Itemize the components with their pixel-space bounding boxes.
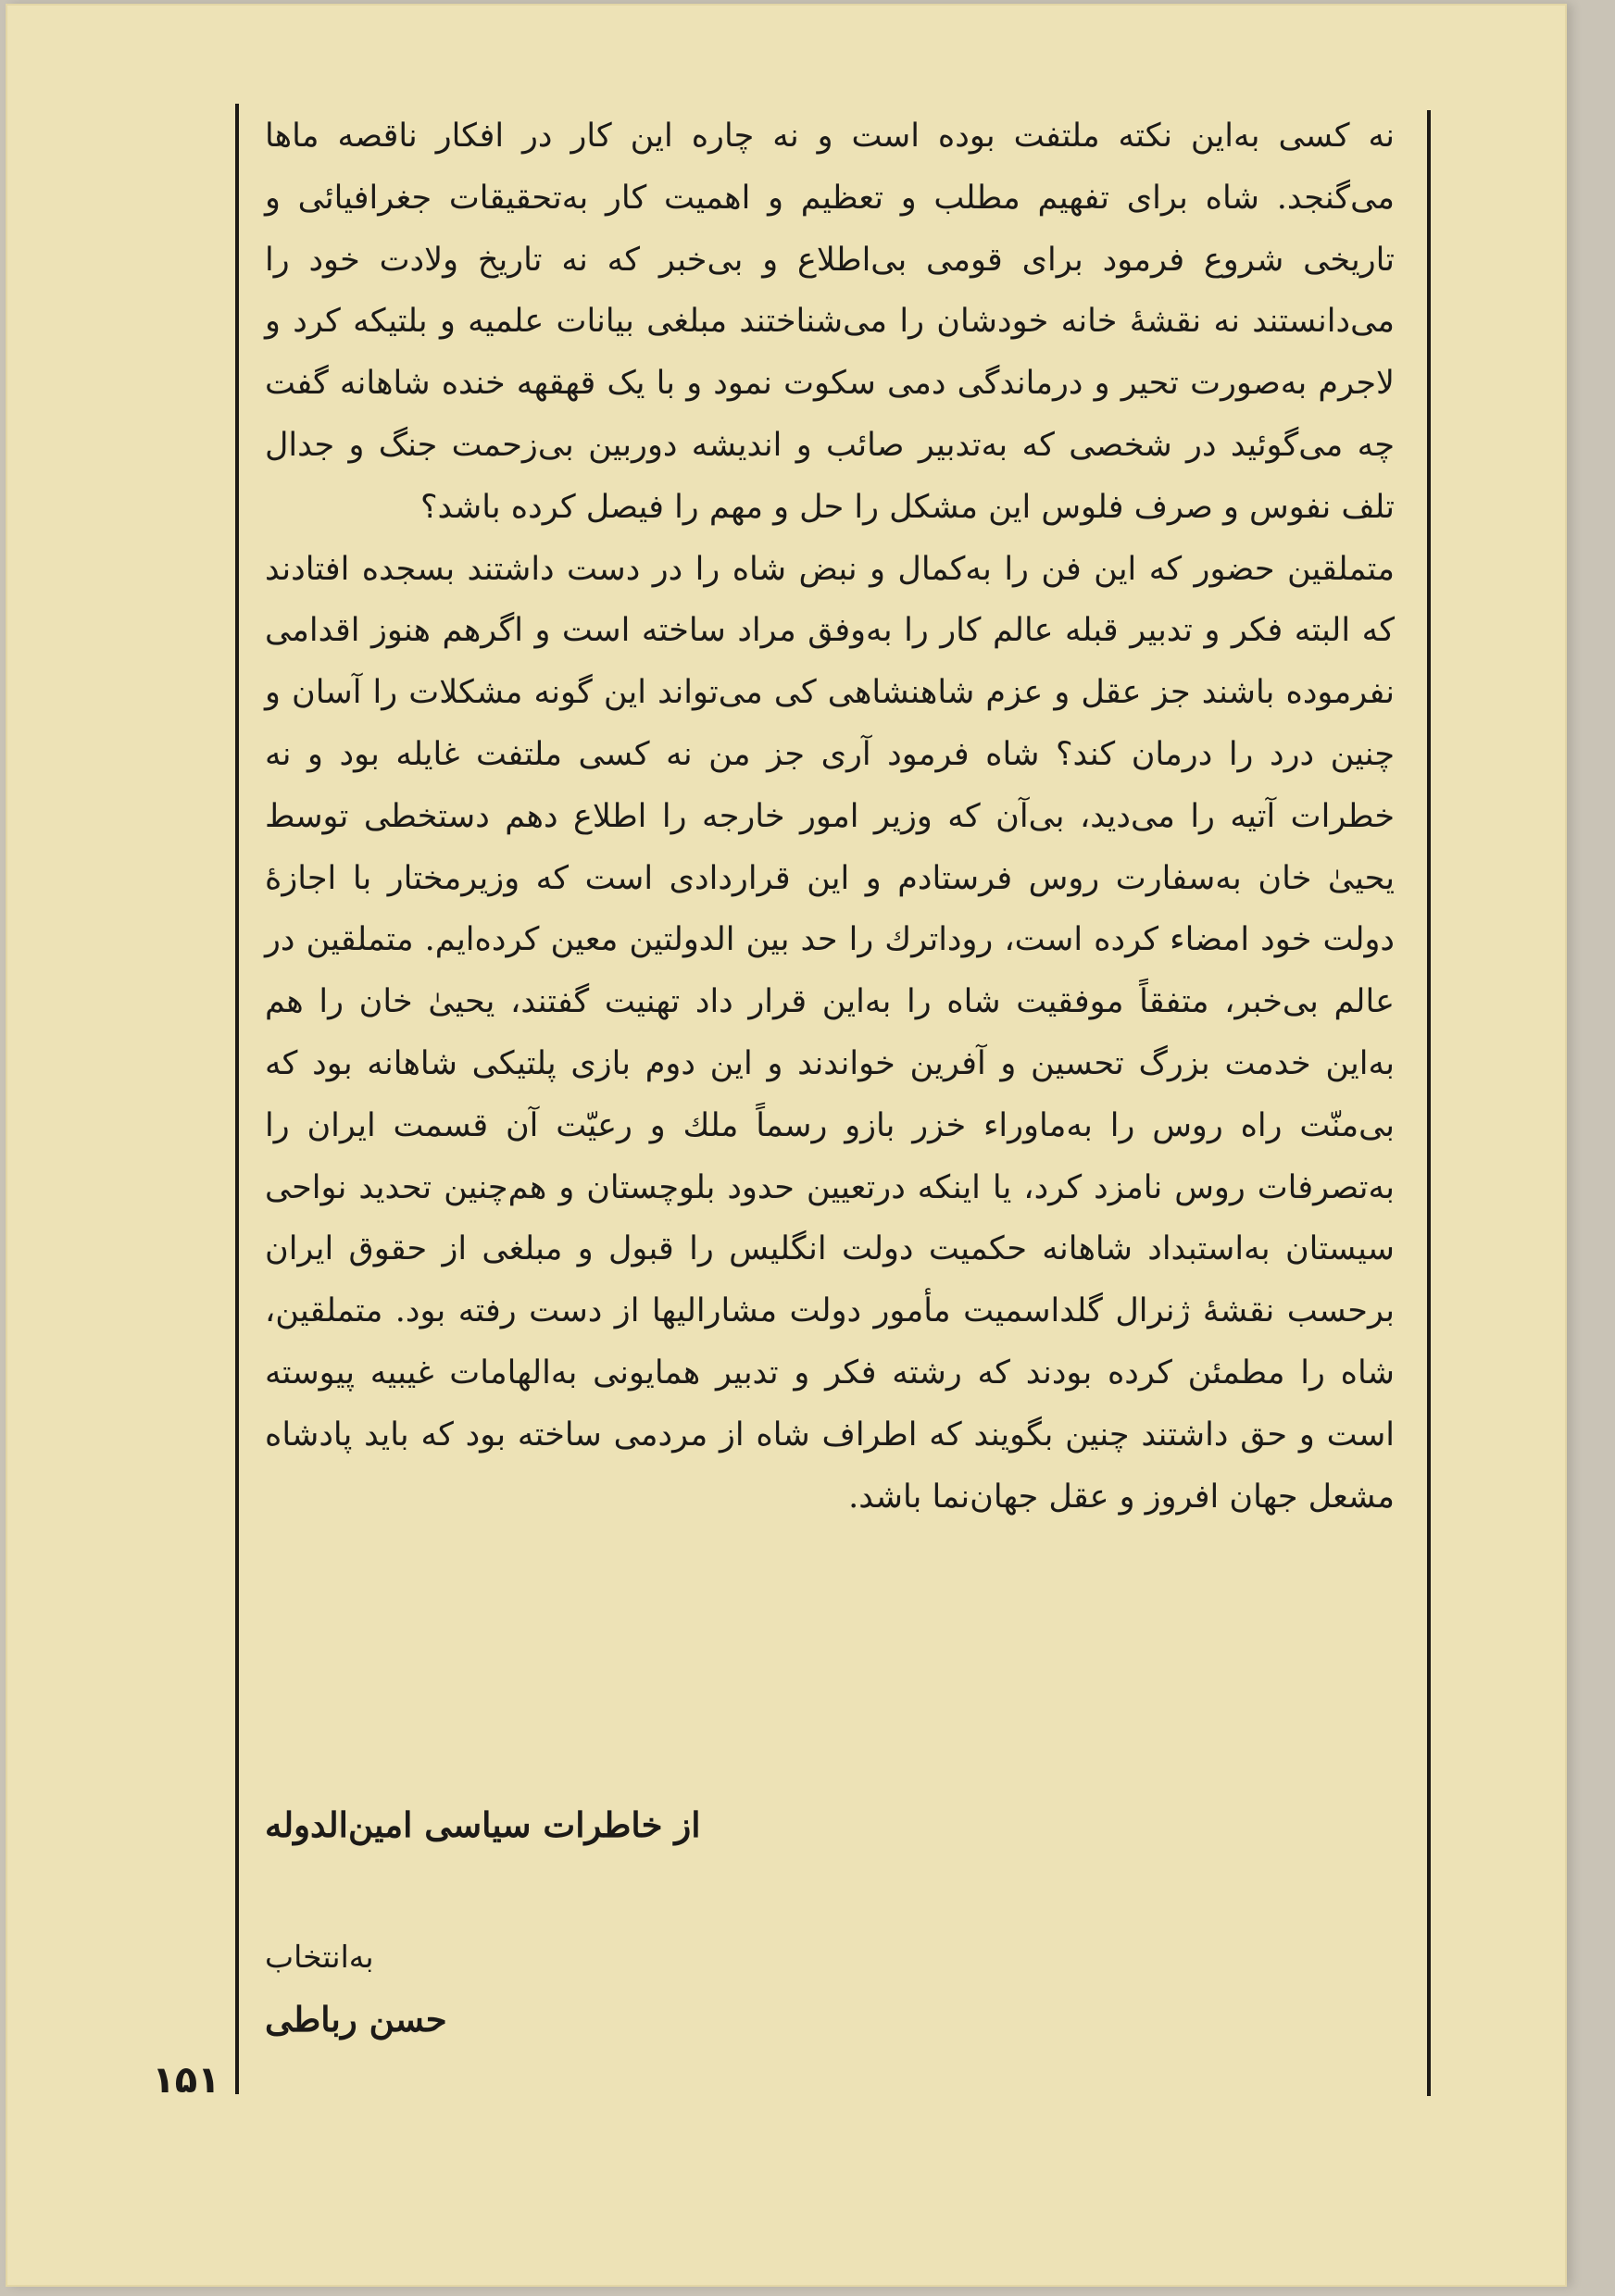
byline [265, 1939, 1395, 2040]
paragraph-2: متملقین حضور که این فن را به‌کمال و نبض شاه را در دست داشتند بسجده افتادند که البته فکر و تدبیر قبله عالم کار را به‌وفق مراد ساخته است و اگرهم هنوز اقدامی نفرموده باشند جز عقل و عزم شاهنشاهی کی می‌تواند این گونه مشکلات را آسان و چنین درد را درمان کند؟ شاه فرمود آری جز من نه کسی ملتفت غایله بود و نه خطرات آتیه را می‌دید، بی‌آن که وزیر امور خارجه را اطلاع دهم دستخطی توسط یحییٰ خان به‌سفارت روس فرستادم و این قراردادی است که وزیرمختار با اجازهٔ دولت خود امضاء کرده است، روداترك را حد بین الدولتین معین کرده‌ایم. متملقین در عالم بی‌خبر، متفقاً موفقیت شاه را به‌این قرار داد تهنیت گفتند، یحییٰ خان را هم به‌این خدمت بزرگ تحسین و آفرین خواندند و این دوم بازی پلتیکی شاهانه بود که بی‌منّت راه روس را به‌ماوراء خزر بازو رسماً ملك و رعیّت آن قسمت ایران را به‌تصرفات روس نامزد کرد، یا اینکه درتعیین حدود بلوچستان و هم‌چنین تحدید نواحی سیستان به‌استبداد شاهانه حکمیت دولت انگلیس را قبول و مبلغی از حقوق ایران برحسب نقشهٔ ژنرال گلداسمیت مأمور دولت مشارالیها از دست رفته بود. متملقین، شاه را مطمئن کرده بودند که رشته فکر و تدبیر همایونی به‌الهامات غیبیه پیوسته است و حق داشتند چنین بگویند که اطراف شاه از مردمی ساخته بود که باید پادشاه مشعل جهان افروز و عقل جهان‌نما باشد. [265, 550, 1395, 1516]
paragraph-1: نه کسی به‌این نکته ملتفت بوده است و نه چاره این کار در افکار ناقصه ماها می‌گنجد. شاه برای تفهیم مطلب و تعظیم و اهمیت کار به‌تحقیقات جغرافیائی و تاریخی شروع فرمود برای قومی بی‌اطلاع و بی‌خبر که نه تاریخ ولادت خود را می‌دانستند نه نقشهٔ خانه خودشان را می‌شناختند مبلغی بیانات علمیه و بلتیکه کرد و لاجرم به‌صورت تحیر و درماندگی دمی سکوت نمود و با یک قهقهه خنده شاهانه گفت چه می‌گوئید در شخصی که به‌تدبیر صائب و اندیشه دوربین بی‌زحمت جنگ و جدال تلف نفوس و صرف فلوس این مشکل را حل و مهم را فیصل کرده باشد؟ [265, 118, 1395, 526]
author-name: حسن رباطی [265, 1999, 447, 2040]
page-number: ۱۵۱ [152, 2059, 220, 2102]
selection-label: به‌انتخاب [265, 1939, 374, 1975]
body-text [265, 106, 1395, 1528]
source-heading: از خاطرات سیاسی امین‌الدوله [265, 1804, 701, 1845]
right-column-rule [1427, 110, 1431, 2096]
paper-page [6, 4, 1567, 2287]
left-column-rule [235, 104, 239, 2094]
